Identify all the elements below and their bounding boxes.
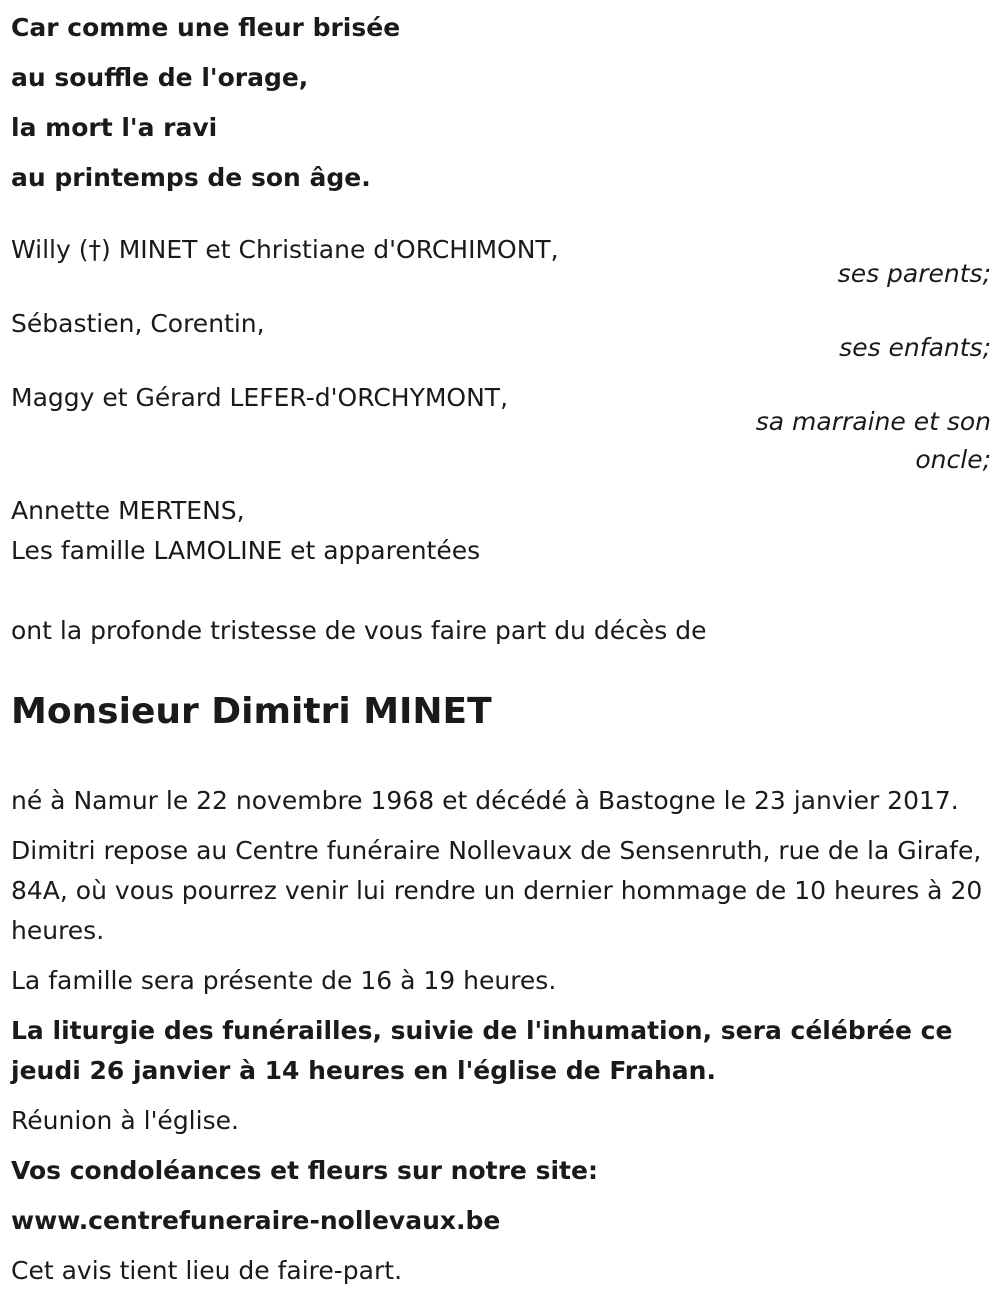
- poem-line: au printemps de son âge.: [11, 163, 371, 192]
- family-member-name: Sébastien, Corentin,: [11, 309, 265, 338]
- family-member-role: ses parents;: [837, 259, 991, 288]
- poem-line: la mort l'a ravi: [11, 113, 218, 142]
- meeting-text: Réunion à l'église.: [11, 1106, 239, 1135]
- family-member-name: Willy (†) MINET et Christiane d'ORCHIMONT,: [11, 235, 559, 264]
- birth-death-text: né à Namur le 22 novembre 1968 et décédé à Bastogne le 23 janvier 2017.: [11, 786, 959, 815]
- website-link[interactable]: www.centrefuneraire-nollevaux.be: [11, 1206, 501, 1235]
- closing-text: Cet avis tient lieu de faire-part.: [11, 1256, 403, 1285]
- family-presence-text: La famille sera présente de 16 à 19 heures.: [11, 966, 557, 995]
- family-list: [11, 231, 991, 571]
- other-relative: Annette MERTENS,: [11, 496, 245, 525]
- poem-line: au souffle de l'orage,: [11, 63, 309, 92]
- family-member-role: ses enfants;: [839, 333, 991, 362]
- deceased-name: Monsieur Dimitri MINET: [11, 691, 492, 732]
- announcement-text: ont la profonde tristesse de vous faire part du décès de: [11, 616, 707, 645]
- poem: [11, 3, 991, 203]
- other-relative: Les famille LAMOLINE et apparentées: [11, 536, 481, 565]
- poem-line: Car comme une fleur brisée: [11, 13, 401, 42]
- family-member-name: Maggy et Gérard LEFER-d'ORCHYMONT,: [11, 383, 509, 412]
- condolences-label: Vos condoléances et fleurs sur notre site:: [11, 1156, 598, 1185]
- repose-text: Dimitri repose au Centre funéraire Nollevaux de Sensenruth, rue de la Girafe, 84A, où vous pourrez venir lui rendre un dernier hommage de 10 heures à 20 heures.: [11, 836, 983, 945]
- obituary-notice: [11, 3, 991, 1301]
- liturgy-text: La liturgie des funérailles, suivie de l'inhumation, sera célébrée ce jeudi 26 janvier à 14 heures en l'église de Frahan.: [11, 1016, 953, 1085]
- family-member-role: sa marraine et son oncle;: [755, 407, 991, 474]
